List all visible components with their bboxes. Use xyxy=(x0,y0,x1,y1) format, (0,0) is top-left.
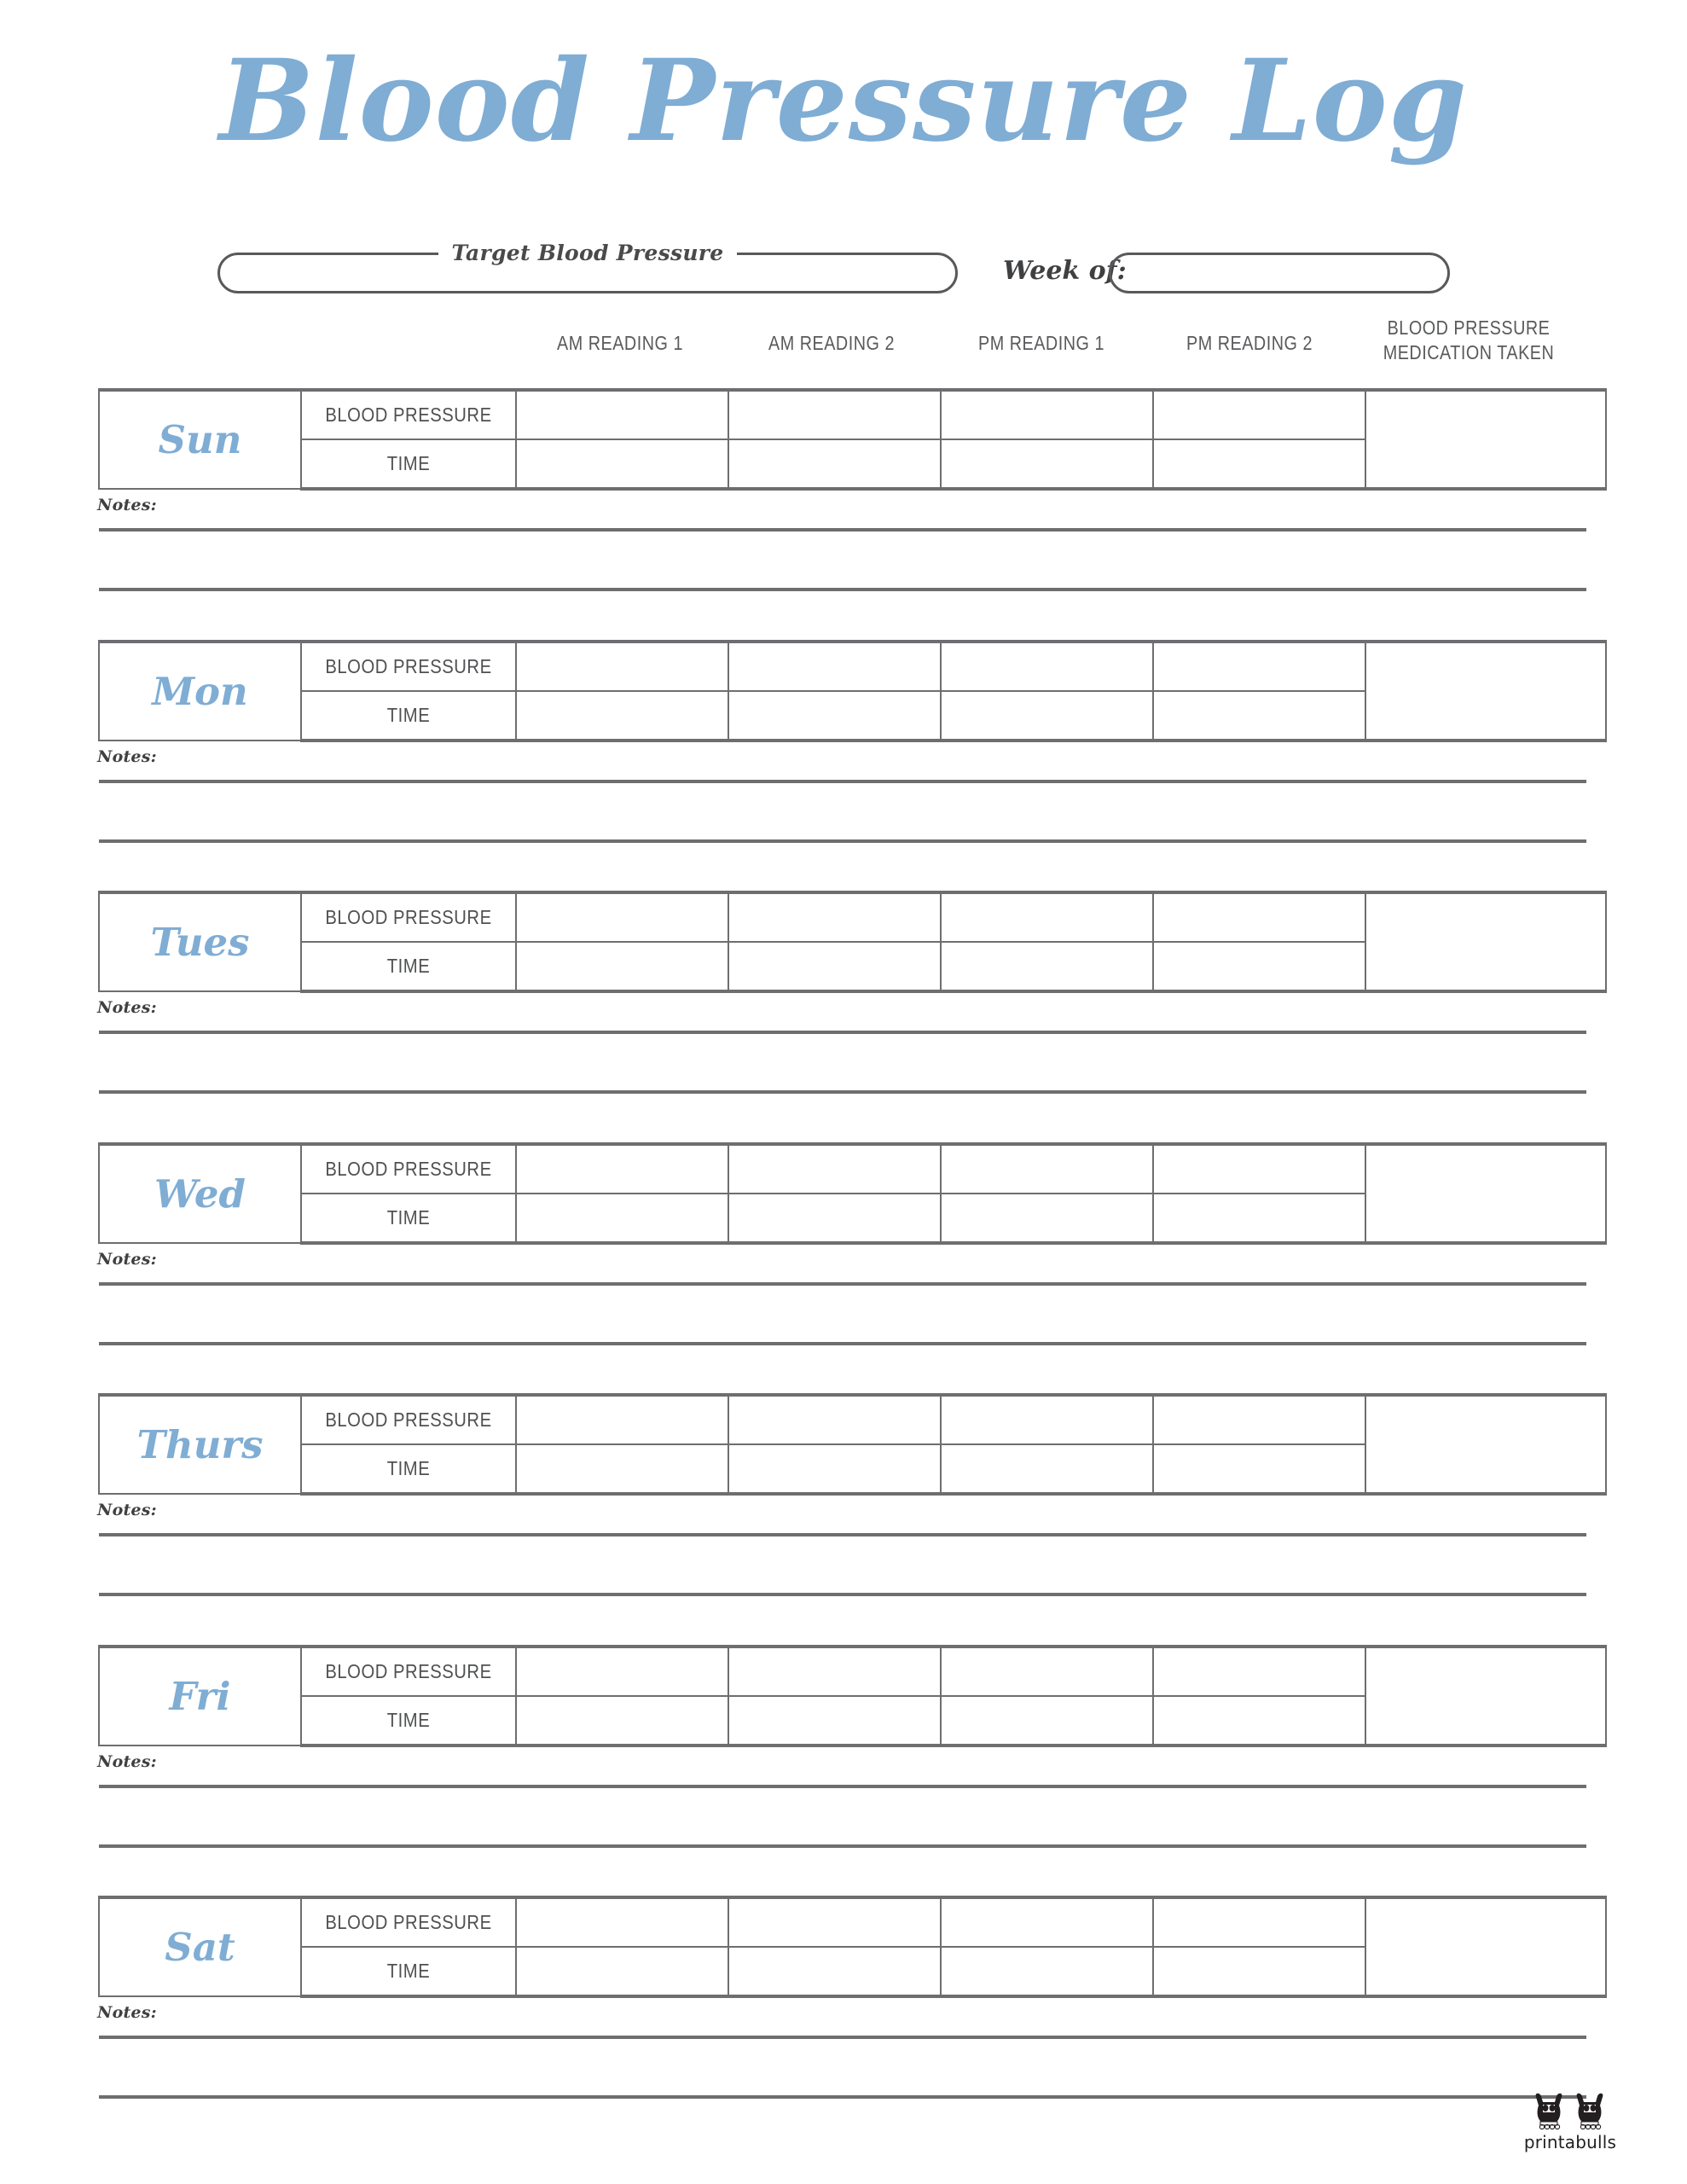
cell-time-3[interactable] xyxy=(941,1947,1153,1996)
cell-bp-2[interactable] xyxy=(728,1647,941,1696)
cell-bp-1[interactable] xyxy=(516,1897,728,1947)
row-label-blood-pressure: BLOOD PRESSURE xyxy=(314,1897,503,1947)
cell-time-4[interactable] xyxy=(1153,1444,1365,1494)
cell-time-2[interactable] xyxy=(728,691,941,741)
notes-label: Notes: xyxy=(97,998,157,1017)
row-label-time: TIME xyxy=(314,942,503,991)
notes-line-1[interactable] xyxy=(99,1533,1586,1536)
cell-bp-2[interactable] xyxy=(728,390,941,439)
cell-medication-taken[interactable] xyxy=(1365,642,1606,741)
notes-line-2[interactable] xyxy=(99,2095,1586,2099)
cell-bp-1[interactable] xyxy=(516,1647,728,1696)
week-of-field[interactable] xyxy=(1109,253,1450,293)
row-label-time: TIME xyxy=(314,1194,503,1243)
notes-label: Notes: xyxy=(97,1250,157,1269)
target-blood-pressure-label: Target Blood Pressure xyxy=(438,241,738,265)
day-table-tues xyxy=(98,891,1586,993)
notes-line-2[interactable] xyxy=(99,588,1586,591)
cell-time-3[interactable] xyxy=(941,1444,1153,1494)
column-header-medication-taken xyxy=(1366,316,1572,365)
cell-time-4[interactable] xyxy=(1153,1947,1365,1996)
notes-line-2[interactable] xyxy=(99,1090,1586,1094)
row-label-time: TIME xyxy=(314,1947,503,1996)
cell-bp-4[interactable] xyxy=(1153,1144,1365,1194)
day-name-mon: Mon xyxy=(99,642,301,741)
two-bulldogs-icon xyxy=(1531,2092,1609,2133)
cell-time-3[interactable] xyxy=(941,942,1153,991)
cell-bp-3[interactable] xyxy=(941,642,1153,691)
cell-bp-4[interactable] xyxy=(1153,1897,1365,1947)
day-name-wed: Wed xyxy=(99,1144,301,1243)
cell-bp-1[interactable] xyxy=(516,892,728,942)
cell-time-1[interactable] xyxy=(516,691,728,741)
day-table-wed xyxy=(98,1142,1586,1245)
cell-time-2[interactable] xyxy=(728,942,941,991)
cell-bp-3[interactable] xyxy=(941,390,1153,439)
cell-bp-2[interactable] xyxy=(728,892,941,942)
row-label-blood-pressure: BLOOD PRESSURE xyxy=(314,1144,503,1194)
cell-bp-4[interactable] xyxy=(1153,1395,1365,1444)
cell-time-4[interactable] xyxy=(1153,1194,1365,1243)
row-label-blood-pressure: BLOOD PRESSURE xyxy=(314,892,503,942)
cell-bp-1[interactable] xyxy=(516,390,728,439)
cell-medication-taken[interactable] xyxy=(1365,1144,1606,1243)
notes-label: Notes: xyxy=(97,747,157,766)
notes-line-2[interactable] xyxy=(99,839,1586,843)
day-table-mon xyxy=(98,640,1586,742)
week-of-label: Week of: xyxy=(1003,256,1127,286)
day-name-sun: Sun xyxy=(99,390,301,489)
row-label-time: TIME xyxy=(314,691,503,741)
cell-medication-taken[interactable] xyxy=(1365,892,1606,991)
cell-time-1[interactable] xyxy=(516,1444,728,1494)
cell-time-4[interactable] xyxy=(1153,691,1365,741)
row-label-time: TIME xyxy=(314,1444,503,1494)
day-name-tues: Tues xyxy=(99,892,301,991)
notes-line-2[interactable] xyxy=(99,1342,1586,1345)
cell-time-2[interactable] xyxy=(728,439,941,489)
column-headers xyxy=(0,317,1687,380)
cell-time-3[interactable] xyxy=(941,439,1153,489)
notes-label: Notes: xyxy=(97,1752,157,1771)
cell-time-2[interactable] xyxy=(728,1947,941,1996)
day-name-thurs: Thurs xyxy=(99,1395,301,1494)
notes-line-1[interactable] xyxy=(99,528,1586,531)
row-label-time: TIME xyxy=(314,1696,503,1745)
day-table-sun xyxy=(98,388,1586,491)
cell-bp-3[interactable] xyxy=(941,892,1153,942)
day-table-thurs xyxy=(98,1393,1586,1496)
header-fields xyxy=(0,241,1687,297)
notes-line-1[interactable] xyxy=(99,1785,1586,1788)
cell-time-4[interactable] xyxy=(1153,942,1365,991)
notes-line-1[interactable] xyxy=(99,1282,1586,1286)
day-name-sat: Sat xyxy=(99,1897,301,1996)
cell-bp-3[interactable] xyxy=(941,1647,1153,1696)
notes-label: Notes: xyxy=(97,2003,157,2022)
column-header-pm-reading-1: PM READING 1 xyxy=(977,332,1104,354)
cell-bp-2[interactable] xyxy=(728,1897,941,1947)
cell-medication-taken[interactable] xyxy=(1365,1395,1606,1494)
row-label-blood-pressure: BLOOD PRESSURE xyxy=(314,390,503,439)
day-table-fri xyxy=(98,1645,1586,1747)
cell-bp-1[interactable] xyxy=(516,1395,728,1444)
column-header-am-reading-2: AM READING 2 xyxy=(768,332,895,354)
cell-time-1[interactable] xyxy=(516,942,728,991)
cell-bp-4[interactable] xyxy=(1153,892,1365,942)
cell-time-1[interactable] xyxy=(516,1947,728,1996)
row-label-time: TIME xyxy=(314,439,503,489)
cell-bp-1[interactable] xyxy=(516,642,728,691)
cell-bp-1[interactable] xyxy=(516,1144,728,1194)
cell-time-2[interactable] xyxy=(728,1444,941,1494)
cell-time-1[interactable] xyxy=(516,1194,728,1243)
cell-time-2[interactable] xyxy=(728,1194,941,1243)
cell-bp-2[interactable] xyxy=(728,1144,941,1194)
cell-bp-2[interactable] xyxy=(728,1395,941,1444)
cell-medication-taken[interactable] xyxy=(1365,390,1606,489)
row-label-blood-pressure: BLOOD PRESSURE xyxy=(314,1647,503,1696)
cell-medication-taken[interactable] xyxy=(1365,1647,1606,1745)
page-title: Blood Pressure Log xyxy=(218,35,1469,167)
cell-bp-2[interactable] xyxy=(728,642,941,691)
cell-time-2[interactable] xyxy=(728,1696,941,1745)
cell-time-4[interactable] xyxy=(1153,1696,1365,1745)
brand-name: printabulls xyxy=(1523,2132,1617,2152)
notes-line-1[interactable] xyxy=(99,2036,1586,2039)
notes-label: Notes: xyxy=(97,496,157,514)
cell-time-3[interactable] xyxy=(941,691,1153,741)
medication-header-line-2: MEDICATION TAKEN xyxy=(1383,340,1555,363)
cell-time-4[interactable] xyxy=(1153,439,1365,489)
cell-time-3[interactable] xyxy=(941,1696,1153,1745)
printabulls-logo xyxy=(1515,2092,1626,2158)
notes-line-2[interactable] xyxy=(99,1844,1586,1848)
cell-bp-3[interactable] xyxy=(941,1395,1153,1444)
cell-time-1[interactable] xyxy=(516,439,728,489)
cell-bp-4[interactable] xyxy=(1153,642,1365,691)
column-header-am-reading-1: AM READING 1 xyxy=(556,332,683,354)
cell-bp-3[interactable] xyxy=(941,1897,1153,1947)
cell-bp-4[interactable] xyxy=(1153,1647,1365,1696)
cell-time-3[interactable] xyxy=(941,1194,1153,1243)
notes-line-2[interactable] xyxy=(99,1593,1586,1596)
notes-line-1[interactable] xyxy=(99,780,1586,783)
notes-label: Notes: xyxy=(97,1501,157,1519)
day-name-fri: Fri xyxy=(99,1647,301,1745)
cell-time-1[interactable] xyxy=(516,1696,728,1745)
medication-header-line-1: BLOOD PRESSURE xyxy=(1387,317,1551,339)
row-label-blood-pressure: BLOOD PRESSURE xyxy=(314,642,503,691)
row-label-blood-pressure: BLOOD PRESSURE xyxy=(314,1395,503,1444)
notes-line-1[interactable] xyxy=(99,1031,1586,1034)
cell-bp-3[interactable] xyxy=(941,1144,1153,1194)
column-header-pm-reading-2: PM READING 2 xyxy=(1186,332,1313,354)
cell-bp-4[interactable] xyxy=(1153,390,1365,439)
target-blood-pressure-field[interactable] xyxy=(217,253,958,293)
day-table-sat xyxy=(98,1896,1586,1998)
cell-medication-taken[interactable] xyxy=(1365,1897,1606,1996)
